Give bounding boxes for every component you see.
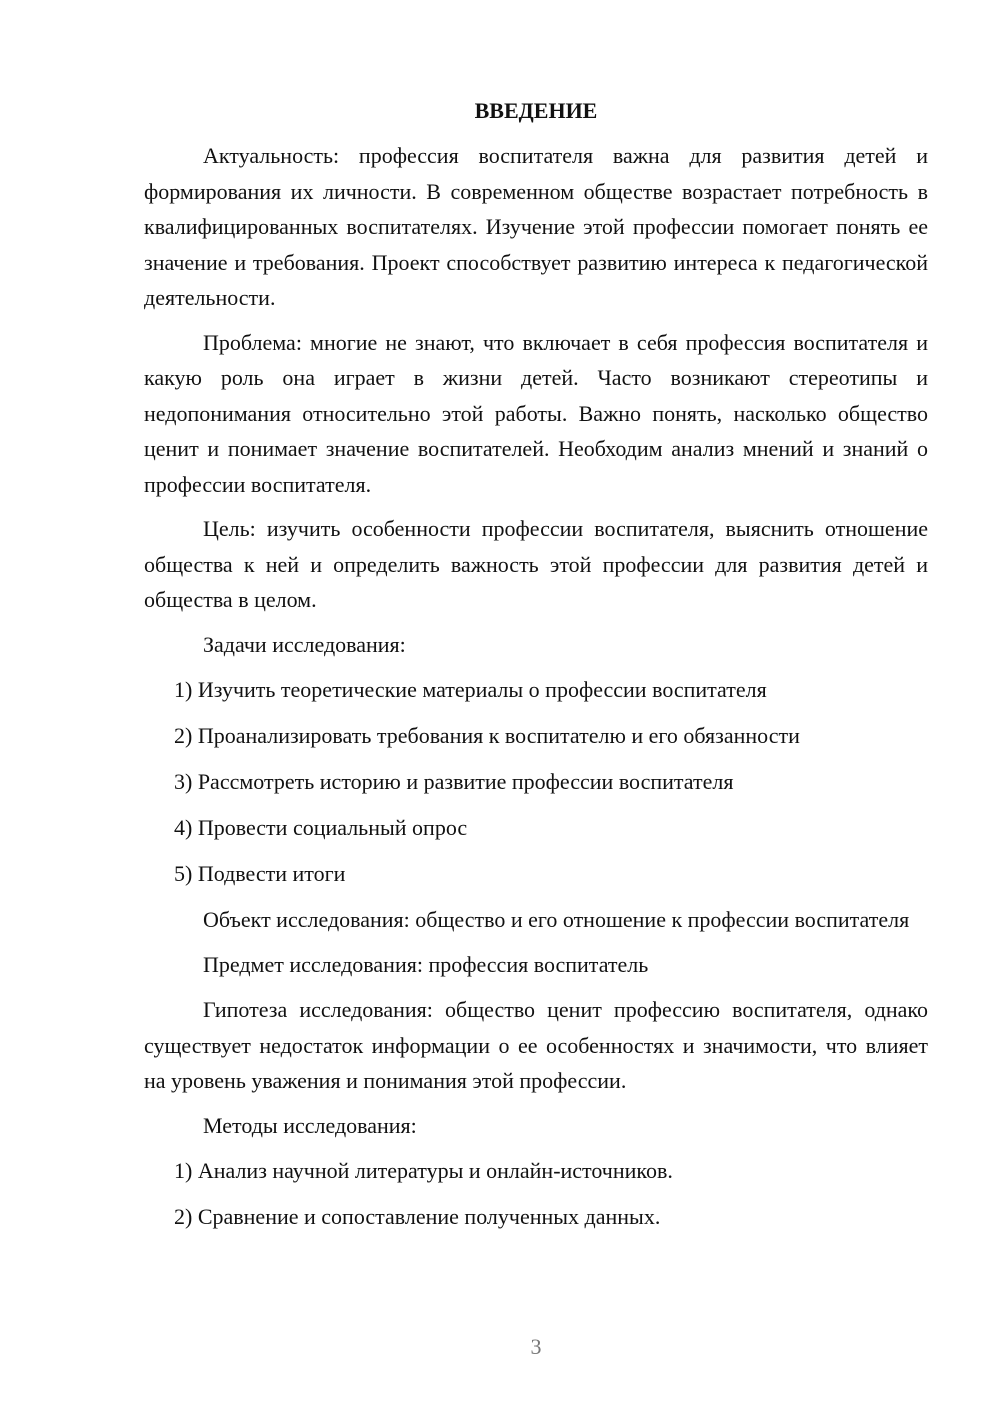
list-item: 4) Провести социальный опрос — [174, 815, 468, 840]
list-item: 1) Изучить теоретические материалы о профессии воспитателя — [174, 677, 767, 702]
hypothesis-paragraph: Гипотеза исследования: общество ценит профессию воспитателя, однако существует недостаток информации о ее особенностях и значимости, что влияет на уровень уважения и понимания этой профессии. — [144, 997, 928, 1093]
subject-paragraph: Предмет исследования: профессия воспитатель — [203, 951, 649, 977]
relevance-paragraph: Актуальность: профессия воспитателя важна для развития детей и формирования их личности. В современном обществе возрастает потребность в квалифицированных воспитателях. Изучение этой профессии помогает понять ее значение и требования. Проект способствует развитию интереса к педагогической деятельности. — [144, 143, 928, 310]
page-number: 3 — [530, 1334, 542, 1359]
list-item: 1) Анализ научной литературы и онлайн-источников. — [174, 1158, 673, 1183]
section-title: ВВЕДЕНИЕ — [474, 98, 598, 123]
problem-paragraph: Проблема: многие не знают, что включает в себя профессия воспитателя и какую роль она играет в жизни детей. Часто возникают стереотипы и недопонимания относительно этой работы. Важно понять, насколько общество ценит и понимает значение воспитателей. Необходим анализ мнений и знаний о профессии воспитателя. — [144, 329, 928, 497]
list-item: 3) Рассмотреть историю и развитие профессии воспитателя — [174, 769, 734, 794]
list-item: 2) Проанализировать требования к воспитателю и его обязанности — [174, 723, 800, 748]
list-item: 2) Сравнение и сопоставление полученных данных. — [174, 1204, 661, 1229]
methods-heading: Методы исследования: — [203, 1112, 417, 1138]
tasks-heading: Задачи исследования: — [203, 631, 406, 657]
methods-list — [144, 1153, 928, 1235]
page-body — [144, 93, 928, 1245]
goal-paragraph: Цель: изучить особенности профессии воспитателя, выяснить отношение общества к ней и определить важность этой профессии для развития детей и общества в целом. — [144, 516, 928, 612]
list-item: 5) Подвести итоги — [174, 861, 346, 886]
object-paragraph: Объект исследования: общество и его отношение к профессии воспитателя — [203, 907, 910, 932]
tasks-list — [144, 672, 928, 892]
